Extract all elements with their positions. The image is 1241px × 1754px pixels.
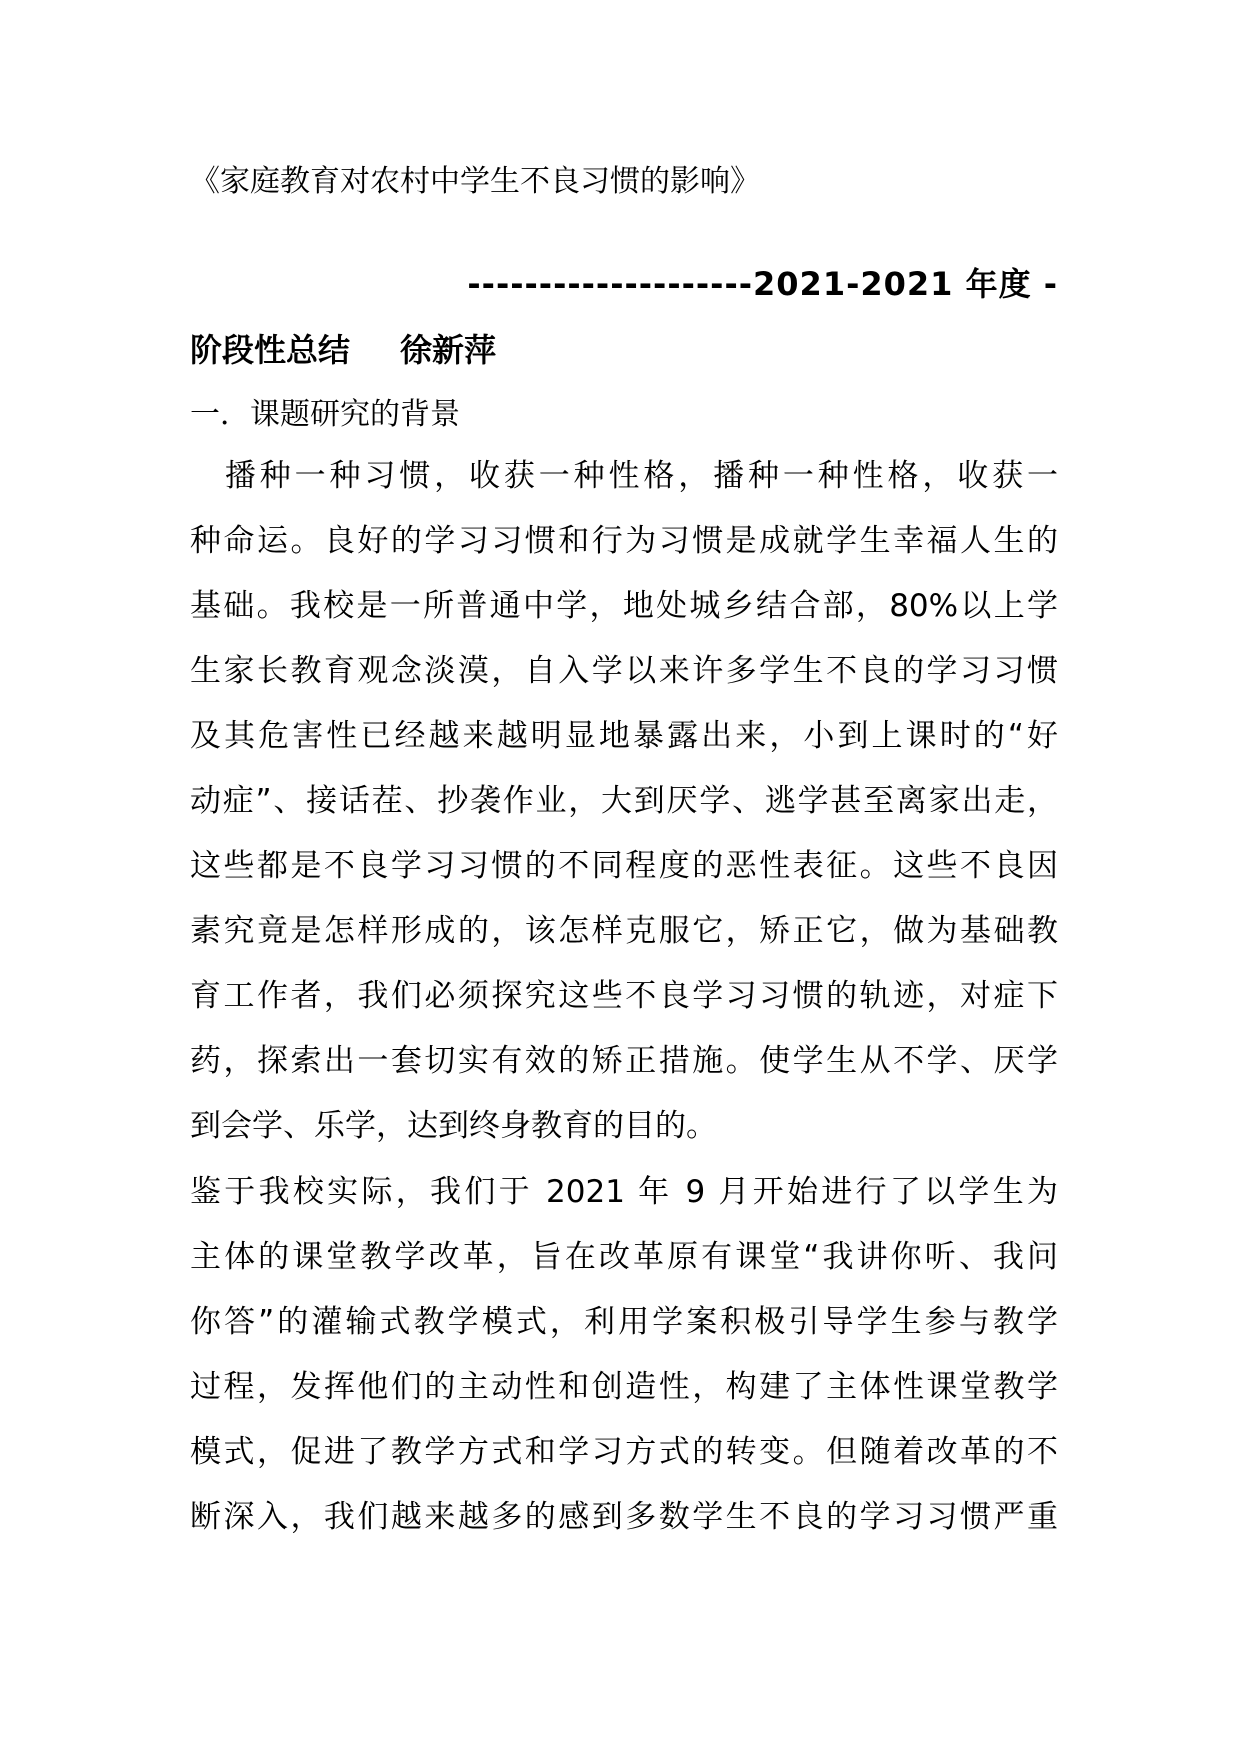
text-line: 生家长教育观念淡漠，自入学以来许多学生不良的学习习惯 xyxy=(190,653,1058,689)
text-line: 你答”的灌输式教学模式，利用学案积极引导学生参与教学 xyxy=(190,1304,1058,1340)
subtitle-year-line: --------------------2021-2021 年度 - xyxy=(467,265,1058,303)
text-line: 种命运。良好的学习习惯和行为习惯是成就学生幸福人生的 xyxy=(190,523,1058,559)
text-line: 模式，促进了教学方式和学习方式的转变。但随着改革的不 xyxy=(190,1434,1058,1470)
text-line: 这些都是不良学习习惯的不同程度的恶性表征。这些不良因 xyxy=(190,848,1058,884)
paragraph-2 xyxy=(190,1160,1058,1550)
document-title: 《家庭教育对农村中学生不良习惯的影响》 xyxy=(190,164,760,199)
text-line: 到会学、乐学，达到终身教育的目的。 xyxy=(190,1108,717,1144)
text-line: 素究竟是怎样形成的，该怎样克服它，矫正它，做为基础教 xyxy=(190,913,1058,949)
text-line: 播种一种习惯，收获一种性格，播种一种性格，收获一 xyxy=(190,458,1058,494)
subtitle-summary-line xyxy=(190,328,496,372)
text-line: 及其危害性已经越来越明显地暴露出来，小到上课时的“好 xyxy=(190,718,1058,754)
summary-label: 阶段性总结 xyxy=(190,331,351,369)
text-line: 动症”、接话茬、抄袭作业，大到厌学、逃学甚至离家出走， xyxy=(190,783,1058,819)
text-line: 鉴于我校实际，我们于 2021 年 9 月开始进行了以学生为 xyxy=(190,1174,1058,1210)
text-line: 主体的课堂教学改革，旨在改革原有课堂“我讲你听、我问 xyxy=(190,1239,1058,1275)
section-heading: 一．课题研究的背景 xyxy=(190,397,460,432)
paragraph-1 xyxy=(190,444,1058,1159)
text-line: 药，探索出一套切实有效的矫正措施。使学生从不学、厌学 xyxy=(190,1043,1058,1079)
author-name: 徐新萍 xyxy=(400,331,497,369)
text-line: 过程，发挥他们的主动性和创造性，构建了主体性课堂教学 xyxy=(190,1369,1058,1405)
text-line: 育工作者，我们必须探究这些不良学习习惯的轨迹，对症下 xyxy=(190,978,1058,1014)
text-line: 断深入，我们越来越多的感到多数学生不良的学习习惯严重 xyxy=(190,1499,1058,1535)
text-line: 基础。我校是一所普通中学，地处城乡结合部，80%以上学 xyxy=(190,588,1058,624)
